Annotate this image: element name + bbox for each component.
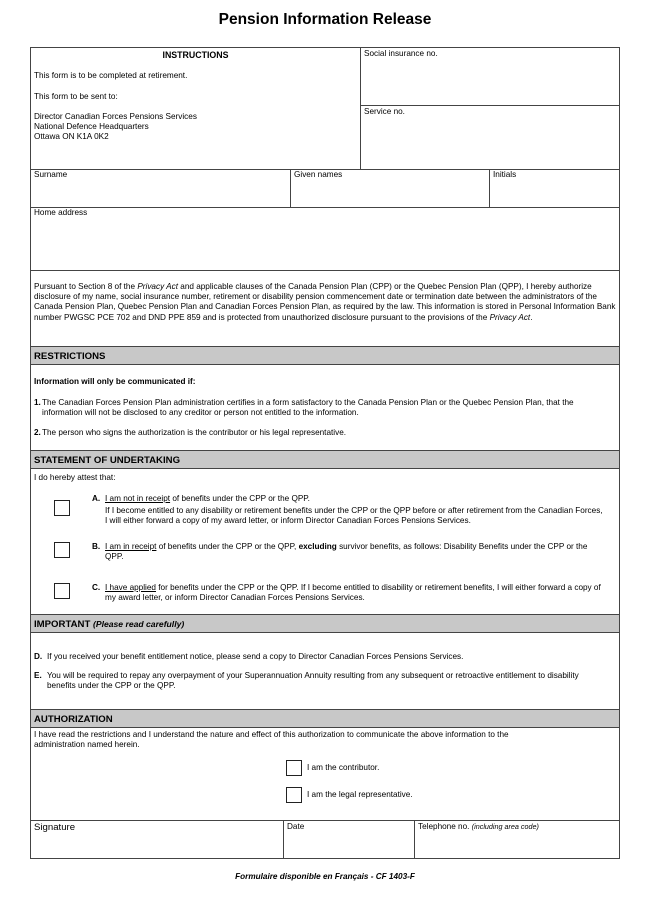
home-address-label: Home address <box>34 208 88 217</box>
contributor-checkbox[interactable] <box>286 760 302 776</box>
date-field[interactable] <box>284 834 413 858</box>
privacy-statement: Pursuant to Section 8 of the Privacy Act and applicable clauses of the Canada Pension Plan (CPP) or the Quebec Pension Plan (QPP), I hereby authorize disclosure of my name, social insurance number, retirement or disability pension commencement date or termination date between the administrators of the Canada Pension Plan, Quebec Pension Plan and Canadian Forces Pension Plan, as required by the law. This information is stored in Personal Information Bank number PWGSC PCE 702 and DND PPE 859 and is protected from unauthorized disclosure pursuant to the provisions of the Privacy Act. <box>34 282 616 322</box>
option-a-letter: A. <box>92 494 101 503</box>
important-letter: E. <box>34 671 42 680</box>
divider <box>31 270 619 271</box>
sin-field[interactable] <box>361 59 619 104</box>
home-address-field[interactable] <box>32 219 619 269</box>
option-c-checkbox[interactable] <box>54 583 70 599</box>
restriction-item: The Canadian Forces Pension Plan administration certifies in a form satisfactory to the Canada Pension Plan or the Quebec Pension Plan, that the information will not be disclosed to any creditor or person not entitled to the information. <box>42 398 574 418</box>
divider <box>31 207 619 208</box>
option-a-text: I am not in receipt of benefits under the CPP or the QPP. <box>105 494 310 503</box>
important-item-e: You will be required to repay any overpayment of your Superannuation Annuity resulting from any subsequent or retroactive entitlement to disability benefits under the CPP or the QPP. <box>47 671 579 691</box>
authorization-heading: AUTHORIZATION <box>31 709 619 728</box>
sin-label: Social insurance no. <box>364 49 438 58</box>
restrictions-heading: RESTRICTIONS <box>31 346 619 365</box>
service-label: Service no. <box>364 107 405 116</box>
page-title: Pension Information Release <box>218 11 432 28</box>
restriction-item: The person who signs the authorization is the contributor or his legal representative. <box>42 428 347 437</box>
pension-form <box>30 47 620 859</box>
divider <box>31 820 619 821</box>
divider <box>360 105 620 106</box>
surname-field[interactable] <box>32 181 289 206</box>
address-line: Ottawa ON K1A 0K2 <box>34 132 109 141</box>
option-b-letter: B. <box>92 542 101 551</box>
instructions-heading: INSTRUCTIONS <box>162 50 229 60</box>
telephone-label: Telephone no. (including area code) <box>418 822 539 831</box>
signature-field[interactable] <box>32 835 282 858</box>
option-c-text: I have applied for benefits under the CPP or the QPP. If I become entitled to disability or retirement benefits, I will either forward a copy of my award letter, or inform Director Canadian Forces Pensions Services. <box>105 583 601 603</box>
service-field[interactable] <box>361 118 619 168</box>
signature-label: Signature <box>34 822 76 833</box>
restriction-number: 1. <box>34 398 41 407</box>
option-a-detail: If I become entitled to any disability or retirement benefits under the CPP or the QPP before or after retirement from the Canadian Forces, I will either forward a copy of my award letter, or inform Director Canadian Forces Pensions Services. <box>105 506 603 526</box>
legal-rep-label: I am the legal representative. <box>307 790 413 799</box>
given-names-label: Given names <box>294 170 343 179</box>
instructions-line: This form to be sent to: <box>34 92 118 101</box>
restriction-number: 2. <box>34 428 41 437</box>
initials-field[interactable] <box>490 181 619 206</box>
legal-rep-checkbox[interactable] <box>286 787 302 803</box>
instructions-line: This form is to be completed at retirement. <box>34 71 188 80</box>
date-label: Date <box>287 822 305 831</box>
given-names-field[interactable] <box>291 181 488 206</box>
important-heading: IMPORTANT (Please read carefully) <box>31 614 619 633</box>
address-line: Director Canadian Forces Pensions Services <box>34 112 197 121</box>
surname-label: Surname <box>34 170 68 179</box>
option-b-text: I am in receipt of benefits under the CPP or the QPP, excluding survivor benefits, as follows: Disability Benefits under the CPP or the QPP. <box>105 542 588 562</box>
authorization-text: I have read the restrictions and I understand the nature and effect of this authorization to communicate the above information to the administration named herein. <box>34 730 509 750</box>
initials-label: Initials <box>493 170 517 179</box>
address-line: National Defence Headquarters <box>34 122 149 131</box>
important-letter: D. <box>34 652 43 661</box>
telephone-field[interactable] <box>415 834 619 858</box>
important-item-d: If you received your benefit entitlement notice, please send a copy to Director Canadian Forces Pensions Services. <box>47 652 464 661</box>
form-footer: Formulaire disponible en Français - CF 1403-F <box>235 872 415 881</box>
undertaking-intro: I do hereby attest that: <box>34 473 116 482</box>
option-b-checkbox[interactable] <box>54 542 70 558</box>
contributor-label: I am the contributor. <box>307 763 380 772</box>
restrictions-intro: Information will only be communicated if: <box>34 377 196 386</box>
option-c-letter: C. <box>92 583 101 592</box>
undertaking-heading: STATEMENT OF UNDERTAKING <box>31 450 619 469</box>
option-a-checkbox[interactable] <box>54 500 70 516</box>
